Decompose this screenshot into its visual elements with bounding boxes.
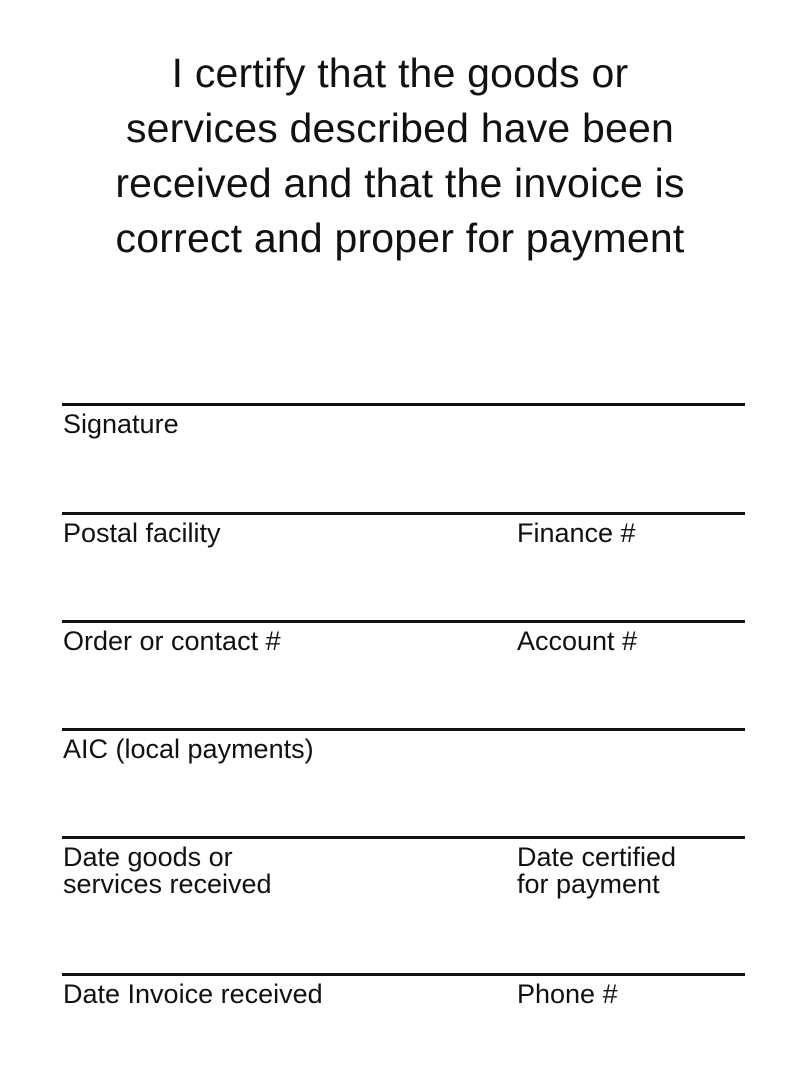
certification-statement <box>40 46 760 266</box>
postal-facility-label: Postal facility <box>63 518 221 548</box>
date-certified-label-line: for payment <box>517 869 660 899</box>
dates-write-area[interactable] <box>62 746 745 834</box>
order-contact-label: Order or contact # <box>63 626 281 656</box>
account-number-label: Account # <box>517 626 638 656</box>
date-invoice-received-label: Date Invoice received <box>63 979 323 1009</box>
order-contact-line <box>62 620 745 623</box>
finance-number-label: Finance # <box>517 518 636 548</box>
signature-line <box>62 403 745 406</box>
phone-number-label: Phone # <box>517 979 618 1009</box>
signature-write-area[interactable] <box>62 313 745 401</box>
postal-facility-line <box>62 512 745 515</box>
invoice-phone-line <box>62 973 745 976</box>
certification-line: correct and proper for payment <box>115 215 685 261</box>
postal-facility-write-area[interactable] <box>62 422 745 510</box>
date-goods-received-label-line: services received <box>63 869 272 899</box>
certification-line: received and that the invoice is <box>115 160 685 206</box>
date-certified-label-line: Date certified <box>517 842 677 872</box>
aic-label: AIC (local payments) <box>63 734 314 764</box>
certification-line: services described have been <box>125 105 675 151</box>
invoice-phone-write-area[interactable] <box>62 883 745 971</box>
dates-line <box>62 836 745 839</box>
signature-label: Signature <box>63 409 179 439</box>
aic-line <box>62 728 745 731</box>
date-goods-received-label-line: Date goods or <box>63 842 233 872</box>
order-contact-write-area[interactable] <box>62 530 745 618</box>
aic-write-area[interactable] <box>62 638 745 726</box>
certification-line: I certify that the goods or <box>171 50 629 96</box>
